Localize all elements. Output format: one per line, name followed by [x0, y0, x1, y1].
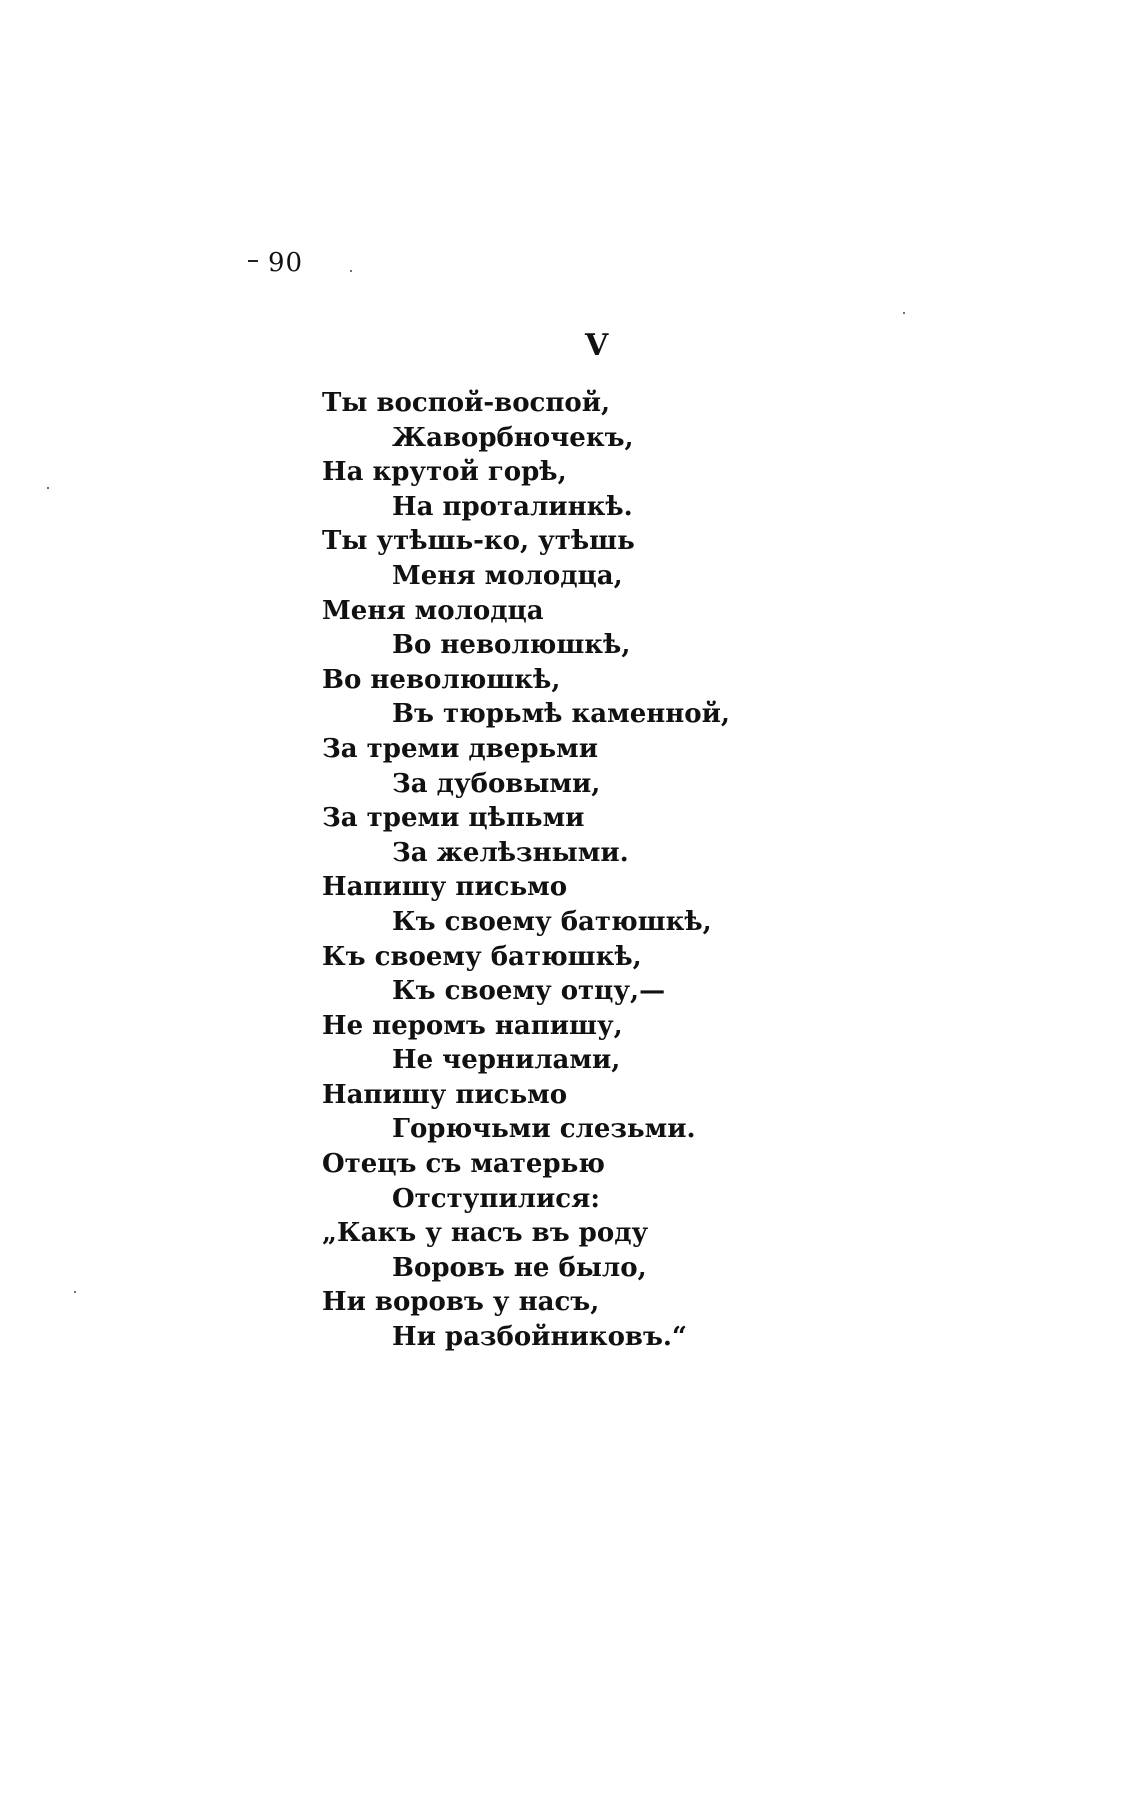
poem-line: За дубовыми, [392, 768, 601, 799]
scan-speck [350, 270, 352, 272]
poem-line: Воровъ не было, [392, 1252, 647, 1283]
section-heading: V [585, 328, 609, 363]
poem-line: Напишу письмо [322, 1079, 568, 1110]
page-number [268, 248, 303, 278]
poem-line: Ты воспой-воспой, [322, 388, 611, 418]
scan-speck [47, 487, 49, 489]
poem-line: Не чернилами, [392, 1045, 621, 1076]
poem-line: Во неволюшкѣ, [322, 664, 561, 695]
poem-line: Отступилися: [392, 1183, 600, 1214]
poem-line: Во неволюшкѣ, [392, 630, 631, 661]
poem-line: Горючьми слезьми. [392, 1114, 696, 1145]
poem-line: Напишу письмо [322, 872, 568, 903]
poem-line: Меня молодца [322, 595, 544, 626]
page-number-text: 90 [268, 248, 304, 278]
scan-speck [74, 1291, 76, 1293]
poem-line: За треми дверьми [322, 733, 599, 764]
poem-line: „Какъ у насъ въ роду [322, 1218, 649, 1249]
poem-line: Къ своему отцу,— [392, 976, 666, 1007]
poem-line: Меня молодца, [392, 560, 623, 591]
poem-line: Жаворбночекъ, [392, 422, 634, 453]
poem-line: Ни разбойниковъ.“ [392, 1322, 687, 1353]
poem-line: На проталинкѣ. [392, 491, 633, 522]
poem-line: За желѣзными. [392, 837, 629, 868]
poem-line: Къ своему батюшкѣ, [392, 906, 712, 937]
poem-line: За треми цѣпьми [322, 803, 585, 834]
poem-line: Отецъ съ матерью [322, 1149, 605, 1180]
poem-line: На крутой горѣ, [322, 457, 567, 488]
page-number-dash [248, 260, 258, 262]
poem-line: Ни воровъ у насъ, [322, 1287, 600, 1318]
poem-line: Въ тюрьмѣ каменной, [392, 699, 730, 730]
poem-line: Къ своему батюшкѣ, [322, 941, 642, 972]
scan-speck [903, 312, 905, 314]
poem-line: Ты утѣшь-ко, утѣшь [322, 526, 635, 557]
poem-line: Не перомъ напишу, [322, 1010, 623, 1041]
poem [322, 386, 922, 1355]
